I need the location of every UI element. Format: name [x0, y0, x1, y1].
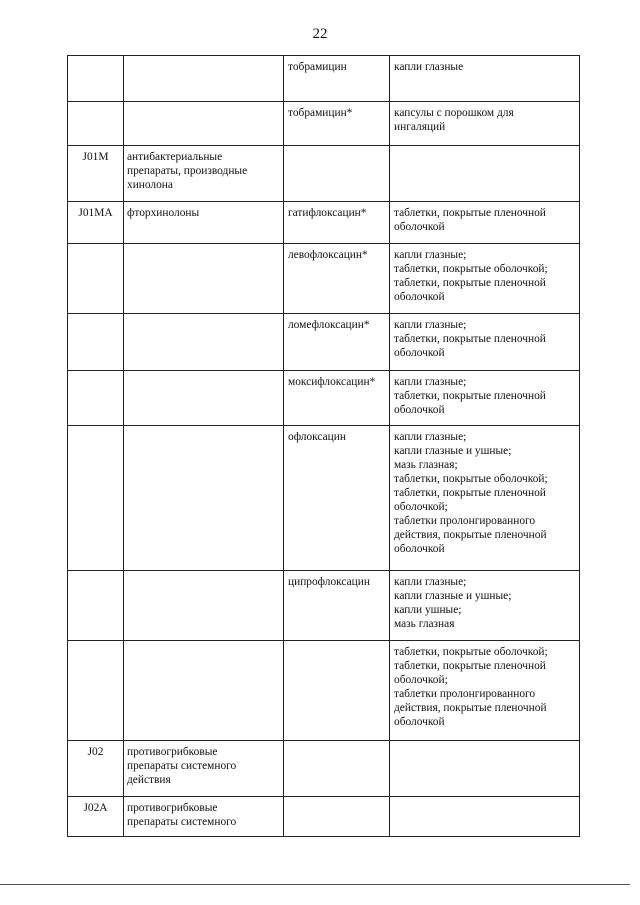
drug-name-cell [284, 314, 390, 371]
atc-group-cell [124, 56, 284, 102]
table-row [68, 244, 580, 314]
drug-name-cell [284, 371, 390, 426]
atc-group-cell [124, 314, 284, 371]
table-body [68, 56, 580, 837]
drug-name-cell-text: офлоксацин [288, 431, 346, 443]
table-row [68, 314, 580, 371]
drug-name-cell-text: левофлоксацин* [288, 249, 368, 261]
atc-code-cell [68, 641, 124, 741]
drug-name-cell [284, 741, 390, 797]
table-row [68, 202, 580, 244]
atc-code-cell-text: J02 [87, 746, 104, 758]
drug-name-cell-text: ломефлоксацин* [288, 319, 370, 331]
table-row [68, 146, 580, 202]
dosage-form-cell [390, 244, 580, 314]
dosage-form-cell [390, 56, 580, 102]
atc-group-cell [124, 146, 284, 202]
drug-name-cell-text: моксифлоксацин* [288, 376, 376, 388]
dosage-form-cell-text: капсулы с порошком для ингаляций [394, 107, 514, 133]
dosage-form-cell [390, 314, 580, 371]
dosage-form-cell [390, 102, 580, 146]
atc-group-cell [124, 202, 284, 244]
drug-name-cell [284, 56, 390, 102]
atc-code-cell [68, 797, 124, 837]
atc-group-cell-text: противогрибковые препараты системного [127, 802, 237, 828]
dosage-form-cell [390, 741, 580, 797]
dosage-form-cell [390, 426, 580, 571]
drug-name-cell [284, 102, 390, 146]
table-row [68, 371, 580, 426]
drug-name-cell-text: тобрамицин [288, 61, 347, 73]
atc-group-cell [124, 797, 284, 837]
dosage-form-cell-text: капли глазные; капли глазные и ушные; капли ушные; мазь глазная [394, 576, 512, 630]
atc-code-cell [68, 371, 124, 426]
table-row [68, 641, 580, 741]
drug-name-cell [284, 797, 390, 837]
atc-group-cell [124, 371, 284, 426]
dosage-form-cell-text: таблетки, покрытые пленочной оболочкой [394, 207, 546, 233]
table-row [68, 571, 580, 641]
drug-name-cell [284, 202, 390, 244]
drug-name-cell-text: тобрамицин* [288, 107, 353, 119]
drug-name-cell [284, 244, 390, 314]
table-row [68, 797, 580, 837]
dosage-form-cell-text: капли глазные; таблетки, покрытые оболочкой; таблетки, покрытые пленочной оболочкой [394, 249, 548, 303]
dosage-form-cell [390, 202, 580, 244]
dosage-form-cell [390, 641, 580, 741]
table-row [68, 741, 580, 797]
page-number: 22 [312, 26, 328, 42]
drug-name-cell [284, 146, 390, 202]
dosage-form-cell-text: таблетки, покрытые оболочкой; таблетки, покрытые пленочной оболочкой; таблетки пролонгированного действия, покрытые пленочной оболочкой [394, 646, 548, 728]
drug-name-cell-text: ципрофлоксацин [288, 576, 370, 588]
atc-group-cell [124, 102, 284, 146]
atc-group-cell-text: противогрибковые препараты системного действия [127, 746, 237, 786]
atc-code-cell [68, 244, 124, 314]
atc-code-cell [68, 202, 124, 244]
dosage-form-cell [390, 797, 580, 837]
atc-code-cell [68, 571, 124, 641]
drug-classification-table [67, 55, 580, 837]
atc-code-cell-text: J01MA [78, 207, 113, 219]
table-row [68, 56, 580, 102]
dosage-form-cell-text: капли глазные; таблетки, покрытые пленочной оболочкой [394, 376, 546, 416]
atc-group-cell [124, 641, 284, 741]
atc-group-cell [124, 571, 284, 641]
atc-code-cell [68, 146, 124, 202]
page-bottom-rule [0, 884, 630, 885]
atc-code-cell-text: J01M [82, 151, 109, 163]
atc-code-cell [68, 426, 124, 571]
atc-group-cell-text: антибактериальные препараты, производные хинолона [127, 151, 248, 191]
atc-code-cell [68, 741, 124, 797]
atc-code-cell [68, 314, 124, 371]
atc-code-cell-text: J02A [83, 802, 108, 814]
dosage-form-cell [390, 146, 580, 202]
table-row [68, 426, 580, 571]
drug-name-cell [284, 641, 390, 741]
drug-name-cell [284, 571, 390, 641]
atc-group-cell [124, 426, 284, 571]
dosage-form-cell [390, 371, 580, 426]
atc-group-cell-text: фторхинолоны [127, 207, 200, 219]
drug-name-cell-text: гатифлоксацин* [288, 207, 367, 219]
atc-group-cell [124, 244, 284, 314]
dosage-form-cell-text: капли глазные; таблетки, покрытые пленочной оболочкой [394, 319, 546, 359]
dosage-form-cell-text: капли глазные [394, 61, 464, 73]
atc-group-cell [124, 741, 284, 797]
dosage-form-cell [390, 571, 580, 641]
drug-name-cell [284, 426, 390, 571]
table-row [68, 102, 580, 146]
dosage-form-cell-text: капли глазные; капли глазные и ушные; мазь глазная; таблетки, покрытые оболочкой; таблетки, покрытые пленочной оболочкой; таблетки пролонгированного действия, покрытые пленочной оболочкой [394, 431, 548, 555]
atc-code-cell [68, 102, 124, 146]
atc-code-cell [68, 56, 124, 102]
